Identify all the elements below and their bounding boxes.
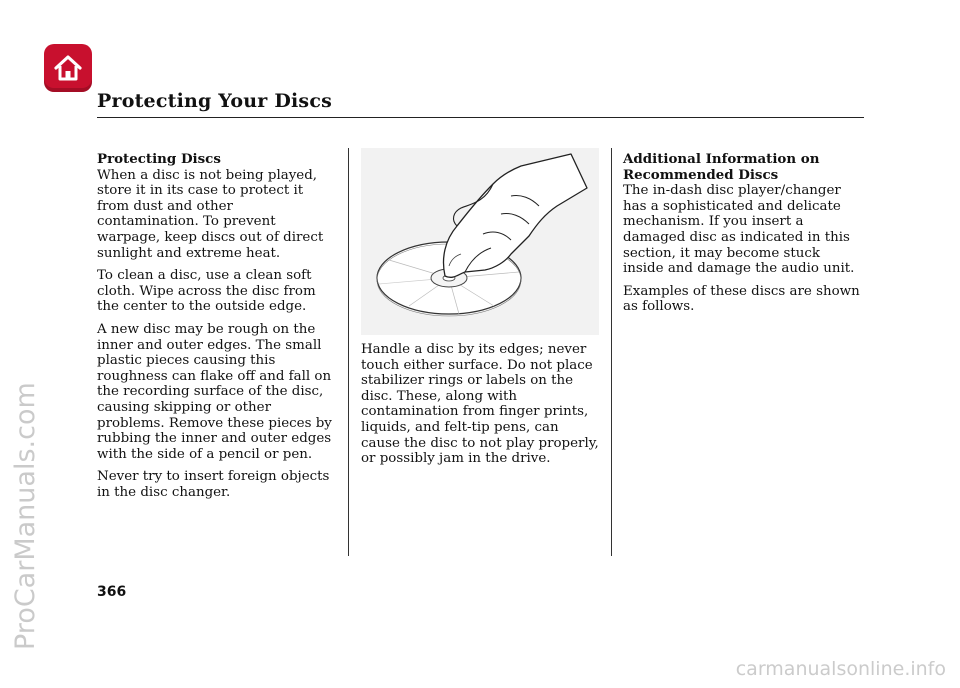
side-watermark: ProCarManuals.com <box>10 382 41 650</box>
column-protecting-discs <box>97 152 337 507</box>
column-divider <box>611 148 612 556</box>
paragraph: To clean a disc, use a clean soft cloth. Wipe across the disc from the center to the outside edge. <box>97 268 316 315</box>
paragraph: Never try to insert foreign objects in the disc changer. <box>97 469 330 500</box>
paragraph: A new disc may be rough on the inner and outer edges. The small plastic pieces causing this roughness can flake off and fall on the recording surface of the disc, causing skipping or other problems. Remove these pieces by rubbing the inner and outer edges with the side of a pencil or pen. <box>97 321 332 462</box>
paragraph: Handle a disc by its edges; never touch either surface. Do not place stabilizer rings or labels on the disc. These, along with contamination from finger prints, liquids, and felt-tip pens, can cause the disc to not play properly, or possibly jam in the drive. <box>361 342 599 467</box>
page-number: 366 <box>97 584 127 600</box>
title-divider <box>97 117 864 118</box>
bottom-watermark: carmanualsonline.info <box>735 658 946 680</box>
paragraph: The in-dash disc player/changer has a sophisticated and delicate mechanism. If you insert a damaged disc as indicated in this section, it may become stuck inside and damage the audio unit. <box>623 183 855 277</box>
paragraph: When a disc is not being played, store it in its case to protect it from dust and other contamination. To prevent warpage, keep discs out of direct sunlight and extreme heat. <box>97 167 324 261</box>
column-divider <box>348 148 349 556</box>
home-button[interactable] <box>44 44 92 92</box>
hand-holding-disc-icon <box>361 148 599 335</box>
home-icon <box>51 51 85 85</box>
section-title: Protecting Your Discs <box>97 90 332 112</box>
additional-information-heading: Additional Information on Recommended Discs <box>623 151 820 183</box>
protecting-discs-heading: Protecting Discs <box>97 151 221 167</box>
column-additional-information <box>623 152 863 322</box>
paragraph: Examples of these discs are shown as follows. <box>623 283 860 315</box>
disc-handling-illustration <box>361 148 599 335</box>
column-handling <box>361 342 601 474</box>
